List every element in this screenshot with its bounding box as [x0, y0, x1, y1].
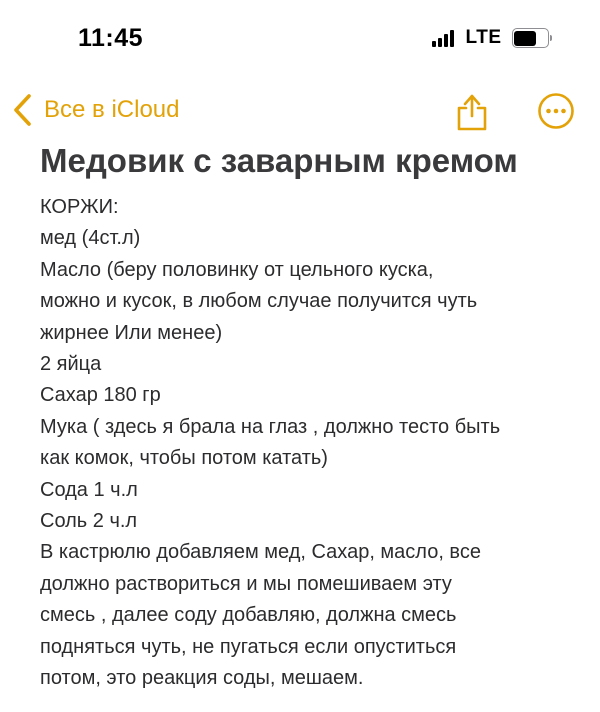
navigation-bar: [0, 84, 600, 134]
note-line: Сахар 180 гр: [40, 384, 161, 407]
note-line: Сода 1 ч.л: [40, 478, 138, 501]
battery-icon: [512, 28, 553, 48]
note-line: можно и кусок, в любом случае получится чуть: [40, 290, 478, 313]
status-bar: [0, 0, 600, 78]
status-indicators: [432, 27, 552, 49]
back-button-label: Все в iCloud: [44, 96, 180, 123]
signal-strength-icon: [432, 29, 456, 47]
ellipsis-circle-icon[interactable]: [537, 92, 575, 130]
network-type-label: LTE: [465, 27, 502, 48]
note-title[interactable]: Медовик с заварным кремом: [40, 142, 518, 179]
note-line: В кастрюлю добавляем мед, Сахар, масло, все: [40, 541, 481, 564]
note-line: потом, это реакция соды, мешаем.: [40, 667, 364, 690]
note-body[interactable]: [40, 192, 585, 695]
back-button[interactable]: [12, 90, 179, 130]
note-line: Мука ( здесь я брала на глаз , должно тесто быть: [40, 415, 501, 438]
note-line: должно раствориться и мы помешиваем эту: [40, 572, 452, 595]
note-line: смесь , далее соду добавляю, должна смесь: [40, 604, 457, 627]
note-line: как комок, чтобы потом катать): [40, 447, 328, 470]
note-line: Соль 2 ч.л: [40, 510, 138, 533]
note-line: КОРЖИ:: [40, 196, 119, 218]
note-line: Масло (беру половинку от цельного куска,: [40, 258, 434, 281]
share-icon[interactable]: [454, 88, 490, 132]
status-time: 11:45: [78, 24, 144, 52]
note-line: мед (4ст.л): [40, 227, 141, 250]
note-line: 2 яйца: [40, 353, 102, 376]
note-line: жирнее Или менее): [40, 321, 223, 344]
chevron-left-icon: [12, 93, 34, 127]
note-line: подняться чуть, не пугаться если опуститься: [40, 635, 457, 658]
battery-level-fill: [514, 31, 536, 46]
